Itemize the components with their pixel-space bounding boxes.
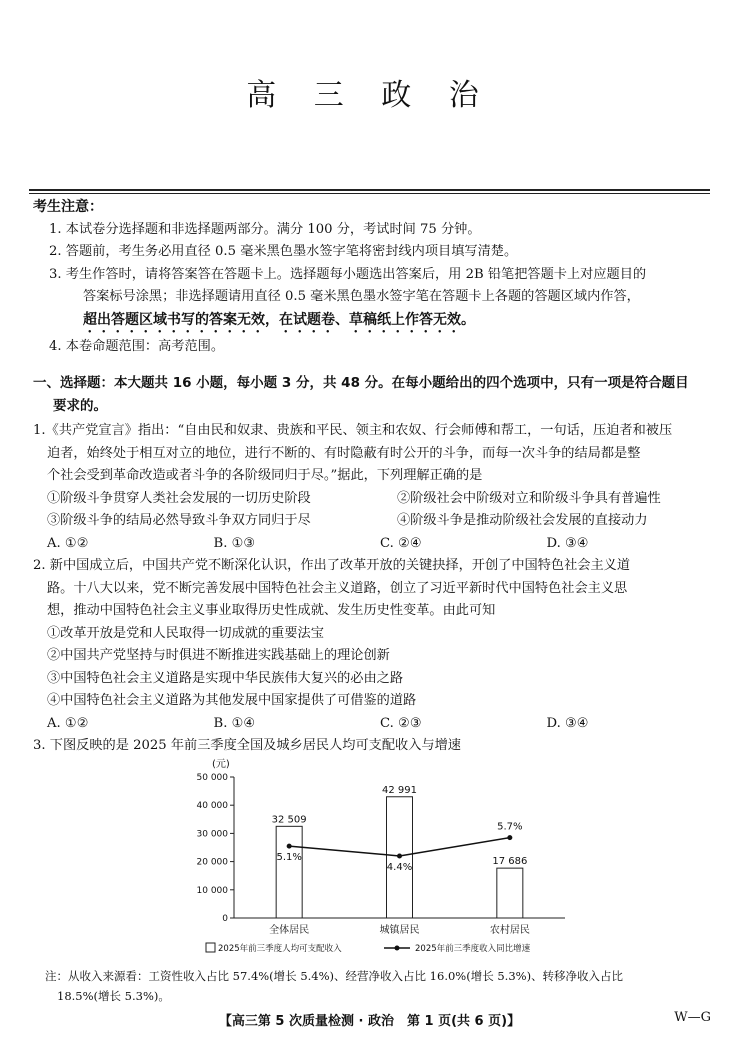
y-tick-label: 50 000	[196, 773, 228, 783]
statement: ④阶级斗争是推动阶级社会发展的直接动力	[397, 513, 648, 528]
question-stem: 迫者，始终处于相互对立的地位，进行不断的、有时隐蔽有时公开的斗争，而每一次斗争的结局都是整	[47, 445, 641, 461]
notice-item: 答案标号涂黑；非选择题请用直径 0.5 毫米黑色墨水签字笔在答题卡上各题的答题区域内作答，	[83, 289, 640, 304]
growth-value-label: 4.4%	[386, 861, 413, 873]
notice-emphasis: 超出答题区域书写的答案无效，在试题卷、草稿纸上作答无效。	[83, 311, 475, 328]
option-d: D. ③④	[546, 535, 589, 551]
question-2	[33, 555, 713, 735]
y-tick-label: 40 000	[196, 801, 228, 812]
option-d: D. ③④	[546, 715, 589, 731]
paper-code: W—G	[674, 1010, 711, 1025]
legend-line-label: 2025年前三季度收入同比增速	[415, 944, 531, 954]
header-rule-thin	[29, 193, 710, 194]
y-axis-label: (元)	[212, 759, 230, 770]
option-c: C. ②④	[380, 535, 422, 551]
bar-value-label: 32 509	[271, 814, 307, 826]
note-line: 18.5%(增长 5.3%)。	[57, 989, 170, 1003]
statement: ③阶级斗争的结局必然导致斗争双方同归于尽	[47, 513, 311, 528]
question-1	[33, 420, 713, 555]
notice-item: 3. 考生作答时，请将答案答在答题卡上。选择题每小题选出答案后，用 2B 铅笔把答题卡上对应题目的	[49, 266, 647, 282]
y-tick-label: 20 000	[196, 857, 228, 868]
income-bar	[276, 826, 302, 918]
x-category-label: 农村居民	[489, 925, 530, 936]
section-heading	[33, 372, 713, 417]
notice-item: 1. 本试卷分选择题和非选择题两部分。满分 100 分，考试时间 75 分钟。	[49, 221, 481, 237]
bar-value-label: 17 686	[492, 856, 528, 868]
section-line: 一、选择题：本大题共 16 小题，每小题 3 分，共 48 分。在每小题给出的四个选项中，只有一项是符合题目	[33, 375, 689, 391]
page-title: 高 三 政 治	[246, 78, 493, 113]
option-c: C. ②③	[380, 715, 422, 731]
y-tick-label: 0	[222, 914, 228, 924]
x-category-label: 城镇居民	[379, 925, 420, 936]
option-a: A. ①②	[47, 535, 89, 551]
y-tick-label: 30 000	[196, 829, 228, 840]
question-stem: 路。十八大以来，党不断完善发展中国特色社会主义道路，创立了习近平新时代中国特色社会主义思	[47, 580, 628, 596]
question-stem: 2. 新中国成立后，中国共产党不断深化认识，作出了改革开放的关键抉择，开创了中国特色社会主义道	[33, 558, 631, 573]
question-stem: 1.《共产党宣言》指出：“自由民和奴隶、贵族和平民、领主和农奴、行会师傅和帮工，一句话，压迫者和被压	[33, 423, 673, 438]
statement: ①阶级斗争贯穿人类社会发展的一切历史阶段	[47, 490, 311, 506]
statement: ③中国特色社会主义道路是实现中华民族伟大复兴的必由之路	[47, 670, 404, 686]
growth-value-label: 5.1%	[276, 852, 302, 864]
page-footer: 【高三第 5 次质量检测 · 政治 第 1 页(共 6 页)】	[218, 1014, 521, 1029]
question-stem: 3. 下图反映的是 2025 年前三季度全国及城乡居民人均可支配收入与增速	[33, 738, 461, 753]
x-category-label: 全体居民	[269, 925, 310, 936]
growth-point	[507, 835, 512, 840]
option-b: B. ①④	[213, 715, 256, 731]
chart-svg	[170, 755, 580, 965]
legend-bar-swatch	[206, 943, 215, 952]
income-bar	[497, 868, 523, 918]
bar-value-label: 42 991	[382, 784, 417, 796]
note-line: 注：从收入来源看：工资性收入占比 57.4%(增长 5.4%)、经营净收入占比 16.0%(增长 5.3%)、转移净收入占比	[45, 969, 624, 983]
header-rule-thick	[29, 189, 710, 191]
question-stem: 个社会受到革命改造或者斗争的各阶级同归于尽。”据此，下列理解正确的是	[47, 468, 483, 483]
statement: ①改革开放是党和人民取得一切成就的重要法宝	[47, 625, 324, 641]
statement: ④中国特色社会主义道路为其他发展中国家提供了可借鉴的道路	[47, 693, 417, 708]
chart-note	[45, 966, 717, 1006]
notice-heading: 考生注意：	[33, 199, 103, 215]
question-stem: 想，推动中国特色社会主义事业取得历史性成就、发生历史性变革。由此可知	[47, 603, 496, 618]
legend-bar-label: 2025年前三季度人均可支配收入	[218, 944, 342, 954]
growth-value-label: 5.7%	[497, 821, 523, 833]
notice-item: 2. 答题前，考生务必用直径 0.5 毫米黑色墨水签字笔将密封线内项目填写清楚。	[49, 244, 518, 259]
section-line: 要求的。	[53, 397, 107, 414]
legend-line-marker	[395, 946, 400, 951]
income-chart	[170, 755, 580, 965]
growth-point	[397, 853, 402, 858]
y-tick-label: 10 000	[196, 885, 228, 896]
option-b: B. ①③	[213, 535, 256, 551]
statement: ②阶级社会中阶级对立和阶级斗争具有普遍性	[397, 490, 661, 506]
growth-point	[287, 844, 292, 849]
statement: ②中国共产党坚持与时俱进不断推进实践基础上的理论创新	[47, 648, 390, 663]
notice-item: 4. 本卷命题范围：高考范围。	[49, 338, 225, 354]
option-a: A. ①②	[47, 715, 89, 731]
notice-block	[33, 196, 713, 358]
